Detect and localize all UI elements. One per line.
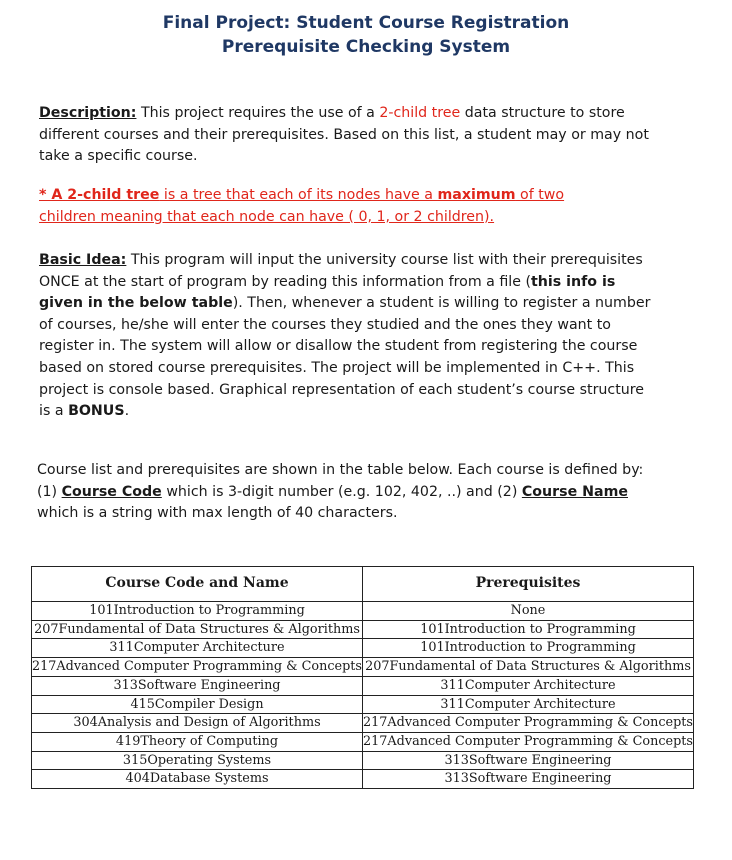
course-cell: 313Software Engineering [32, 676, 363, 695]
table-row [32, 639, 694, 658]
note-prefix: * A 2-child tree [39, 187, 160, 203]
table-row [32, 620, 694, 639]
page-title [0, 11, 732, 59]
course-cell: 311Computer Architecture [32, 639, 363, 658]
description-paragraph [39, 103, 659, 168]
description-text-before: This project requires the use of a [136, 105, 380, 121]
note-emphasis: maximum [437, 187, 516, 203]
course-list-intro [37, 460, 665, 525]
prerequisite-cell: 313Software Engineering [363, 751, 694, 770]
course-code-label: Course Code [61, 483, 162, 500]
course-cell: 415Compiler Design [32, 695, 363, 714]
description-highlight: 2-child tree [379, 105, 461, 121]
course-cell: 207Fundamental of Data Structures & Algorithms [32, 620, 363, 639]
basic-idea-text-1: This program will input the university course list with their prerequisites ONCE at the start of program by reading this information from a file ( [39, 252, 643, 290]
table-row [32, 676, 694, 695]
prerequisite-cell: 217Advanced Computer Programming & Concepts [363, 732, 694, 751]
table-row [32, 732, 694, 751]
basic-idea-end: . [124, 403, 130, 420]
basic-idea-bonus: BONUS [68, 403, 125, 420]
course-cell: 419Theory of Computing [32, 732, 363, 751]
prerequisite-cell: 311Computer Architecture [363, 695, 694, 714]
course-cell: 315Operating Systems [32, 751, 363, 770]
course-cell: 101Introduction to Programming [32, 602, 363, 621]
prerequisite-cell: 101Introduction to Programming [363, 620, 694, 639]
description-text-after: data structure to store different courses and their prerequisites. Based on this list, a student may or may not take a specific course. [39, 105, 649, 165]
table-row [32, 695, 694, 714]
note-middle: is a tree that each of its nodes have a [159, 187, 438, 203]
prerequisite-cell: None [363, 602, 694, 621]
basic-idea-text-2: ). Then, whenever a student is willing to register a number of courses, he/she will enter the courses they studied and the ones they want to register in. The system will allow or disallow the student from registering the course based on stored course prerequisites. The project will be implemented in C++. This project is console based. Graphical representation of each student’s course structure is a [39, 295, 651, 420]
course-cell: 304Analysis and Design of Algorithms [32, 714, 363, 733]
prerequisite-cell: 311Computer Architecture [363, 676, 694, 695]
basic-idea-paragraph [39, 250, 659, 423]
basic-idea-bold: this info is given in the below table [39, 273, 616, 312]
title-line-1: Final Project: Student Course Registration [162, 13, 570, 33]
header-course-code-and-name: Course Code and Name [32, 567, 363, 602]
table-header-row [32, 567, 694, 602]
basic-idea-label: Basic Idea: [39, 252, 127, 268]
note-suffix: of two children meaning that each node can have ( 0, 1, or 2 children). [39, 187, 565, 225]
table-row [32, 602, 694, 621]
prerequisite-cell: 207Fundamental of Data Structures & Algorithms [363, 658, 694, 677]
table-row [32, 770, 694, 789]
course-table [31, 566, 694, 789]
description-label: Description: [39, 105, 137, 121]
course-cell: 217Advanced Computer Programming & Concepts [32, 658, 363, 677]
table-row [32, 658, 694, 677]
title-line-2: Prerequisite Checking System [221, 37, 511, 57]
course-cell: 404Database Systems [32, 770, 363, 789]
prerequisite-cell: 101Introduction to Programming [363, 639, 694, 658]
tree-definition-note [39, 185, 619, 228]
table-row [32, 751, 694, 770]
prerequisite-cell: 313Software Engineering [363, 770, 694, 789]
intro-text-2: which is 3-digit number (e.g. 102, 402, ..) and (2) [161, 483, 522, 500]
table-row [32, 714, 694, 733]
course-name-label: Course Name [521, 483, 628, 500]
header-prerequisites: Prerequisites [363, 567, 694, 602]
prerequisite-cell: 217Advanced Computer Programming & Concepts [363, 714, 694, 733]
intro-text-3: which is a string with max length of 40 characters. [37, 505, 398, 522]
intro-text-1: Course list and prerequisites are shown in the table below. Each course is defined by: (1) [37, 462, 644, 500]
